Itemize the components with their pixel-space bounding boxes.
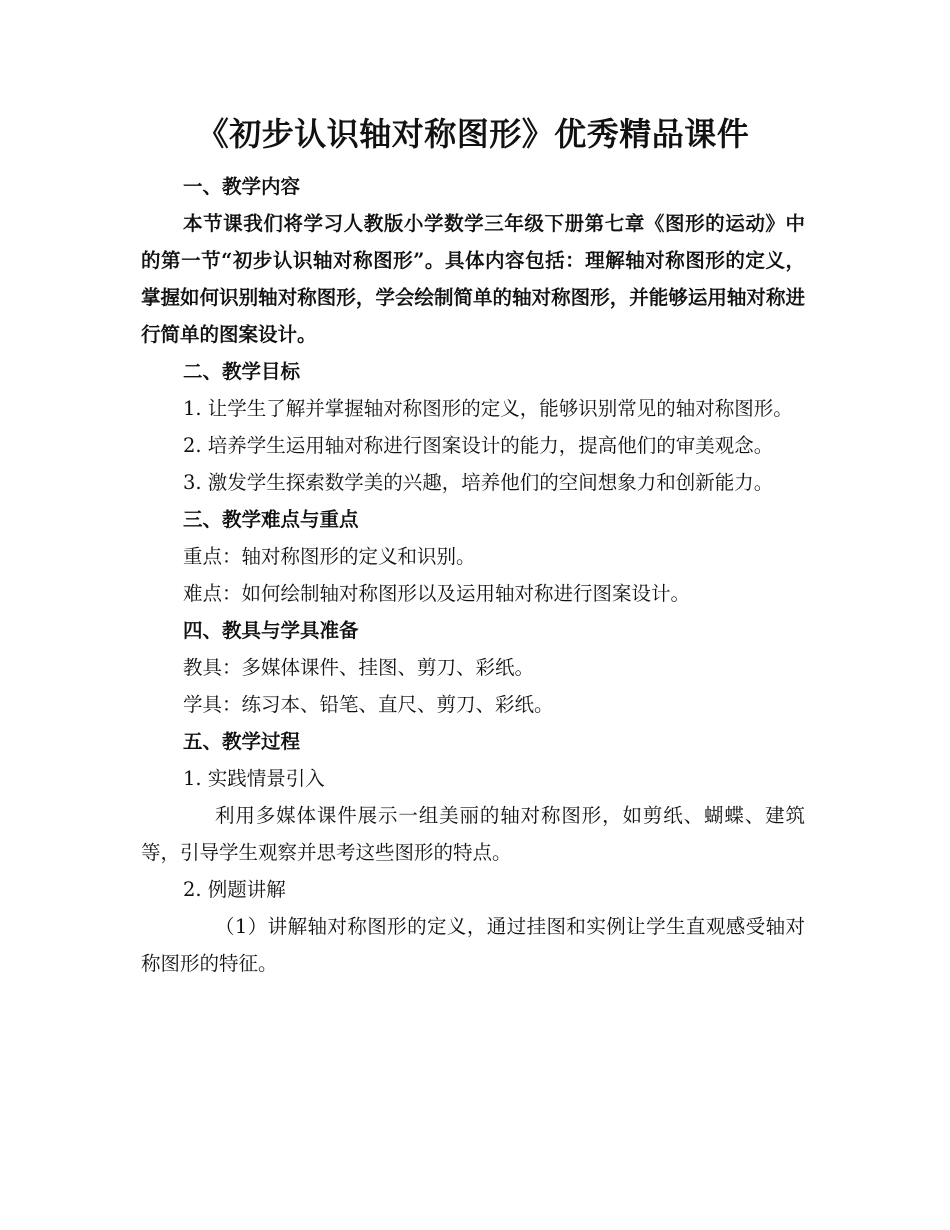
teacher-materials: 教具：多媒体课件、挂图、剪刀、彩纸。 bbox=[183, 656, 535, 679]
process-step-2-body: （1）讲解轴对称图形的定义，通过挂图和实例让学生直观感受轴对称图形的特征。 bbox=[141, 915, 805, 975]
process-step-1: 1. 实践情景引入 bbox=[183, 767, 325, 790]
student-materials: 学具：练习本、铅笔、直尺、剪刀、彩纸。 bbox=[183, 693, 554, 716]
objective-item-1: 1. 让学生了解并掌握轴对称图形的定义，能够识别常见的轴对称图形。 bbox=[183, 397, 793, 420]
document-page bbox=[141, 112, 805, 982]
key-point: 重点：轴对称图形的定义和识别。 bbox=[183, 545, 476, 568]
section-3-heading: 三、教学难点与重点 bbox=[183, 508, 359, 531]
process-step-1-body: 利用多媒体课件展示一组美丽的轴对称图形，如剪纸、蝴蝶、建筑等，引导学生观察并思考这些图形的特点。 bbox=[141, 804, 805, 864]
process-step-2: 2. 例题讲解 bbox=[183, 878, 286, 901]
section-5-heading: 五、教学过程 bbox=[183, 730, 301, 753]
document-title: 《初步认识轴对称图形》优秀精品课件 bbox=[196, 115, 750, 153]
objective-item-2: 2. 培养学生运用轴对称进行图案设计的能力，提高他们的审美观念。 bbox=[183, 434, 774, 457]
section-1-heading: 一、教学内容 bbox=[183, 175, 301, 198]
section-2-heading: 二、教学目标 bbox=[183, 360, 301, 383]
section-4-heading: 四、教具与学具准备 bbox=[183, 619, 359, 642]
difficult-point: 难点：如何绘制轴对称图形以及运用轴对称进行图案设计。 bbox=[183, 582, 691, 605]
objective-item-3: 3. 激发学生探索数学美的兴趣，培养他们的空间想象力和创新能力。 bbox=[183, 471, 774, 494]
section-1-body: 本节课我们将学习人教版小学数学三年级下册第七章《图形的运动》中的第一节“初步认识轴对称图形”。具体内容包括：理解轴对称图形的定义，掌握如何识别轴对称图形，学会绘制简单的轴对称图形，并能够运用轴对称进行简单的图案设计。 bbox=[141, 212, 805, 346]
